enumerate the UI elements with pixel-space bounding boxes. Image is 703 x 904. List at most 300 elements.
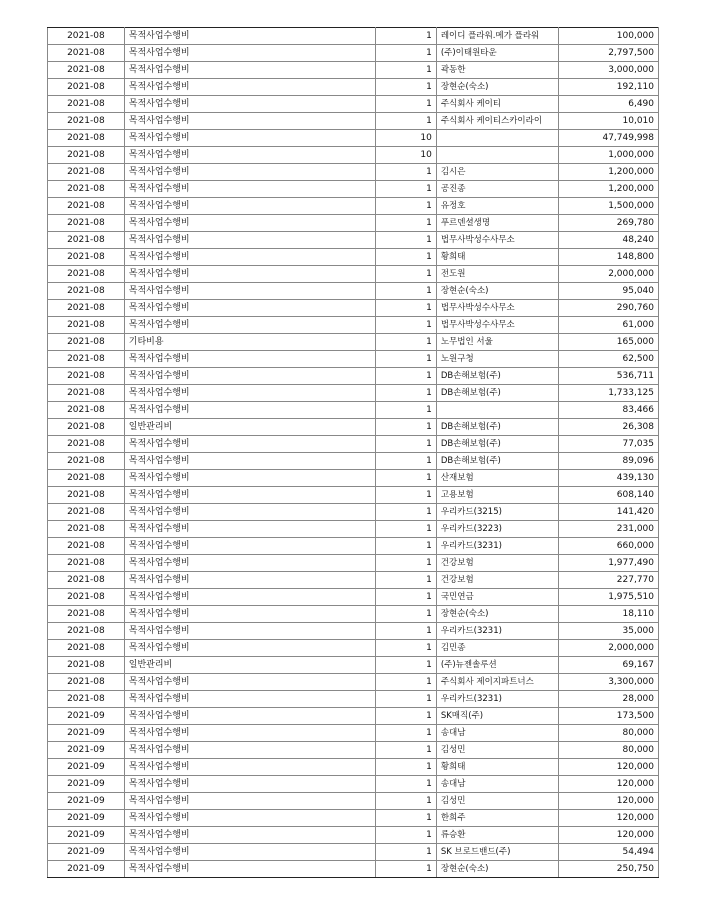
month-cell: 2021-08 [48,606,125,623]
payee-cell: 김성민 [436,742,558,759]
category-cell: 목적사업수행비 [124,164,375,181]
quantity-cell: 1 [376,79,437,96]
payee-cell: 김성민 [436,793,558,810]
quantity-cell: 1 [376,96,437,113]
quantity-cell: 1 [376,368,437,385]
category-cell: 목적사업수행비 [124,215,375,232]
quantity-cell: 1 [376,232,437,249]
table-row [48,691,659,708]
month-cell: 2021-08 [48,181,125,198]
month-cell: 2021-09 [48,708,125,725]
category-cell: 목적사업수행비 [124,606,375,623]
month-cell: 2021-08 [48,45,125,62]
category-cell: 목적사업수행비 [124,521,375,538]
payee-cell: 공진종 [436,181,558,198]
payee-cell: 류승환 [436,827,558,844]
quantity-cell: 1 [376,385,437,402]
category-cell: 목적사업수행비 [124,572,375,589]
amount-cell: 1,733,125 [559,385,659,402]
quantity-cell: 1 [376,759,437,776]
amount-cell: 89,096 [559,453,659,470]
table-row [48,555,659,572]
month-cell: 2021-08 [48,300,125,317]
table-row [48,606,659,623]
table-row [48,504,659,521]
payee-cell: 유정호 [436,198,558,215]
payee-cell: 푸르덴셜생명 [436,215,558,232]
payee-cell: 건강보험 [436,555,558,572]
quantity-cell: 1 [376,453,437,470]
month-cell: 2021-08 [48,368,125,385]
amount-cell: 2,797,500 [559,45,659,62]
month-cell: 2021-09 [48,861,125,878]
amount-cell: 83,466 [559,402,659,419]
amount-cell: 1,977,490 [559,555,659,572]
amount-cell: 3,300,000 [559,674,659,691]
expense-ledger-table [47,27,659,878]
category-cell: 일반관리비 [124,657,375,674]
table-row [48,538,659,555]
quantity-cell: 1 [376,776,437,793]
category-cell: 목적사업수행비 [124,759,375,776]
payee-cell [436,147,558,164]
table-row [48,861,659,878]
month-cell: 2021-08 [48,198,125,215]
table-row [48,640,659,657]
table-row [48,453,659,470]
amount-cell: 173,500 [559,708,659,725]
amount-cell: 35,000 [559,623,659,640]
amount-cell: 26,308 [559,419,659,436]
payee-cell: 한희주 [436,810,558,827]
table-row [48,368,659,385]
payee-cell: DB손해보험(주) [436,453,558,470]
month-cell: 2021-08 [48,147,125,164]
payee-cell: 법무사박성수사무소 [436,317,558,334]
category-cell: 목적사업수행비 [124,504,375,521]
quantity-cell: 1 [376,623,437,640]
amount-cell: 231,000 [559,521,659,538]
quantity-cell: 1 [376,334,437,351]
amount-cell: 269,780 [559,215,659,232]
table-row [48,232,659,249]
payee-cell [436,130,558,147]
category-cell: 목적사업수행비 [124,45,375,62]
quantity-cell: 1 [376,538,437,555]
table-row [48,657,659,674]
table-row [48,113,659,130]
table-row [48,572,659,589]
month-cell: 2021-08 [48,589,125,606]
table-row [48,317,659,334]
month-cell: 2021-09 [48,827,125,844]
table-row [48,334,659,351]
payee-cell: SK매직(주) [436,708,558,725]
quantity-cell: 1 [376,827,437,844]
amount-cell: 62,500 [559,351,659,368]
category-cell: 목적사업수행비 [124,351,375,368]
table-row [48,742,659,759]
payee-cell: 우리카드(3231) [436,691,558,708]
table-row [48,249,659,266]
category-cell: 목적사업수행비 [124,827,375,844]
category-cell: 목적사업수행비 [124,402,375,419]
month-cell: 2021-08 [48,657,125,674]
table-row [48,487,659,504]
category-cell: 목적사업수행비 [124,147,375,164]
category-cell: 목적사업수행비 [124,742,375,759]
table-row [48,28,659,45]
category-cell: 목적사업수행비 [124,555,375,572]
quantity-cell: 1 [376,62,437,79]
payee-cell: 주식회사 제이지파트너스 [436,674,558,691]
month-cell: 2021-08 [48,266,125,283]
payee-cell: SK 브로드밴드(주) [436,844,558,861]
payee-cell: 송대남 [436,725,558,742]
quantity-cell: 1 [376,589,437,606]
month-cell: 2021-08 [48,436,125,453]
quantity-cell: 1 [376,521,437,538]
month-cell: 2021-08 [48,164,125,181]
table-row [48,181,659,198]
payee-cell: 노무법인 서울 [436,334,558,351]
quantity-cell: 1 [376,470,437,487]
month-cell: 2021-08 [48,572,125,589]
table-row [48,198,659,215]
amount-cell: 120,000 [559,793,659,810]
quantity-cell: 1 [376,419,437,436]
table-row [48,810,659,827]
amount-cell: 250,750 [559,861,659,878]
payee-cell: DB손해보험(주) [436,385,558,402]
category-cell: 목적사업수행비 [124,317,375,334]
payee-cell: 노원구청 [436,351,558,368]
table-row [48,793,659,810]
quantity-cell: 1 [376,283,437,300]
amount-cell: 18,110 [559,606,659,623]
quantity-cell: 1 [376,640,437,657]
table-row [48,215,659,232]
payee-cell: DB손해보험(주) [436,436,558,453]
payee-cell: 주식회사 케이티 [436,96,558,113]
category-cell: 목적사업수행비 [124,725,375,742]
payee-cell: 우리카드(3231) [436,623,558,640]
quantity-cell: 1 [376,181,437,198]
quantity-cell: 1 [376,113,437,130]
amount-cell: 120,000 [559,827,659,844]
month-cell: 2021-08 [48,674,125,691]
table-row [48,708,659,725]
amount-cell: 95,040 [559,283,659,300]
payee-cell: 레이디 플라워.메가 플라워 [436,28,558,45]
amount-cell: 1,500,000 [559,198,659,215]
month-cell: 2021-09 [48,725,125,742]
amount-cell: 28,000 [559,691,659,708]
payee-cell: 김시은 [436,164,558,181]
quantity-cell: 1 [376,844,437,861]
month-cell: 2021-09 [48,742,125,759]
category-cell: 목적사업수행비 [124,453,375,470]
month-cell: 2021-08 [48,402,125,419]
category-cell: 목적사업수행비 [124,198,375,215]
quantity-cell: 10 [376,130,437,147]
table-row [48,674,659,691]
category-cell: 목적사업수행비 [124,232,375,249]
payee-cell: 국민연금 [436,589,558,606]
table-row [48,827,659,844]
quantity-cell: 1 [376,674,437,691]
category-cell: 목적사업수행비 [124,776,375,793]
amount-cell: 1,200,000 [559,164,659,181]
quantity-cell: 1 [376,742,437,759]
table-row [48,521,659,538]
month-cell: 2021-08 [48,691,125,708]
quantity-cell: 10 [376,147,437,164]
amount-cell: 80,000 [559,742,659,759]
month-cell: 2021-08 [48,351,125,368]
category-cell: 목적사업수행비 [124,368,375,385]
amount-cell: 192,110 [559,79,659,96]
table-row [48,436,659,453]
month-cell: 2021-08 [48,317,125,334]
category-cell: 목적사업수행비 [124,538,375,555]
table-row [48,470,659,487]
table-row [48,589,659,606]
payee-cell: 전도원 [436,266,558,283]
quantity-cell: 1 [376,45,437,62]
category-cell: 목적사업수행비 [124,283,375,300]
quantity-cell: 1 [376,266,437,283]
category-cell: 기타비용 [124,334,375,351]
table-row [48,96,659,113]
month-cell: 2021-08 [48,453,125,470]
month-cell: 2021-09 [48,793,125,810]
payee-cell: 장현순(숙소) [436,79,558,96]
table-row [48,79,659,96]
table-row [48,351,659,368]
table-row [48,45,659,62]
month-cell: 2021-08 [48,215,125,232]
month-cell: 2021-08 [48,232,125,249]
payee-cell: 우리카드(3223) [436,521,558,538]
month-cell: 2021-09 [48,810,125,827]
amount-cell: 120,000 [559,810,659,827]
payee-cell: 고용보험 [436,487,558,504]
amount-cell: 77,035 [559,436,659,453]
category-cell: 목적사업수행비 [124,62,375,79]
payee-cell: 황희태 [436,249,558,266]
category-cell: 목적사업수행비 [124,844,375,861]
month-cell: 2021-08 [48,623,125,640]
amount-cell: 141,420 [559,504,659,521]
payee-cell: 황희태 [436,759,558,776]
payee-cell: 곽동한 [436,62,558,79]
category-cell: 목적사업수행비 [124,113,375,130]
quantity-cell: 1 [376,555,437,572]
quantity-cell: 1 [376,164,437,181]
payee-cell: 장현순(숙소) [436,861,558,878]
payee-cell [436,402,558,419]
table-row [48,164,659,181]
category-cell: 목적사업수행비 [124,623,375,640]
month-cell: 2021-09 [48,844,125,861]
table-row [48,725,659,742]
month-cell: 2021-08 [48,113,125,130]
payee-cell: (주)뉴젠솔루션 [436,657,558,674]
payee-cell: DB손해보험(주) [436,419,558,436]
quantity-cell: 1 [376,504,437,521]
amount-cell: 48,240 [559,232,659,249]
category-cell: 목적사업수행비 [124,130,375,147]
month-cell: 2021-08 [48,283,125,300]
payee-cell: DB손해보험(주) [436,368,558,385]
category-cell: 목적사업수행비 [124,79,375,96]
amount-cell: 80,000 [559,725,659,742]
category-cell: 목적사업수행비 [124,28,375,45]
quantity-cell: 1 [376,572,437,589]
amount-cell: 47,749,998 [559,130,659,147]
month-cell: 2021-08 [48,538,125,555]
table-row [48,419,659,436]
amount-cell: 61,000 [559,317,659,334]
category-cell: 목적사업수행비 [124,640,375,657]
amount-cell: 1,975,510 [559,589,659,606]
payee-cell: (주)이태원타운 [436,45,558,62]
month-cell: 2021-08 [48,130,125,147]
quantity-cell: 1 [376,402,437,419]
month-cell: 2021-08 [48,96,125,113]
category-cell: 목적사업수행비 [124,96,375,113]
payee-cell: 우리카드(3215) [436,504,558,521]
quantity-cell: 1 [376,300,437,317]
month-cell: 2021-08 [48,249,125,266]
payee-cell: 장현순(숙소) [436,283,558,300]
ledger-body [48,28,659,878]
table-row [48,62,659,79]
amount-cell: 1,000,000 [559,147,659,164]
category-cell: 일반관리비 [124,419,375,436]
payee-cell: 건강보험 [436,572,558,589]
category-cell: 목적사업수행비 [124,487,375,504]
payee-cell: 장현순(숙소) [436,606,558,623]
category-cell: 목적사업수행비 [124,674,375,691]
table-row [48,266,659,283]
month-cell: 2021-09 [48,776,125,793]
quantity-cell: 1 [376,606,437,623]
table-row [48,130,659,147]
amount-cell: 1,200,000 [559,181,659,198]
month-cell: 2021-08 [48,79,125,96]
category-cell: 목적사업수행비 [124,708,375,725]
category-cell: 목적사업수행비 [124,385,375,402]
amount-cell: 165,000 [559,334,659,351]
month-cell: 2021-08 [48,640,125,657]
category-cell: 목적사업수행비 [124,793,375,810]
amount-cell: 3,000,000 [559,62,659,79]
category-cell: 목적사업수행비 [124,691,375,708]
month-cell: 2021-09 [48,759,125,776]
quantity-cell: 1 [376,793,437,810]
payee-cell: 산재보험 [436,470,558,487]
month-cell: 2021-08 [48,555,125,572]
month-cell: 2021-08 [48,521,125,538]
quantity-cell: 1 [376,691,437,708]
amount-cell: 2,000,000 [559,640,659,657]
month-cell: 2021-08 [48,487,125,504]
payee-cell: 주식회사 케이티스카이라이 [436,113,558,130]
quantity-cell: 1 [376,810,437,827]
category-cell: 목적사업수행비 [124,589,375,606]
category-cell: 목적사업수행비 [124,861,375,878]
amount-cell: 54,494 [559,844,659,861]
quantity-cell: 1 [376,215,437,232]
table-row [48,776,659,793]
month-cell: 2021-08 [48,419,125,436]
amount-cell: 69,167 [559,657,659,674]
amount-cell: 120,000 [559,759,659,776]
quantity-cell: 1 [376,708,437,725]
quantity-cell: 1 [376,351,437,368]
quantity-cell: 1 [376,317,437,334]
table-row [48,759,659,776]
quantity-cell: 1 [376,861,437,878]
category-cell: 목적사업수행비 [124,249,375,266]
amount-cell: 2,000,000 [559,266,659,283]
amount-cell: 608,140 [559,487,659,504]
category-cell: 목적사업수행비 [124,470,375,487]
table-row [48,147,659,164]
category-cell: 목적사업수행비 [124,810,375,827]
table-row [48,300,659,317]
table-row [48,623,659,640]
month-cell: 2021-08 [48,470,125,487]
category-cell: 목적사업수행비 [124,436,375,453]
amount-cell: 6,490 [559,96,659,113]
category-cell: 목적사업수행비 [124,266,375,283]
month-cell: 2021-08 [48,334,125,351]
payee-cell: 법무사박성수사무소 [436,300,558,317]
amount-cell: 10,010 [559,113,659,130]
payee-cell: 송대남 [436,776,558,793]
quantity-cell: 1 [376,725,437,742]
quantity-cell: 1 [376,657,437,674]
table-row [48,283,659,300]
payee-cell: 우리카드(3231) [436,538,558,555]
amount-cell: 439,130 [559,470,659,487]
amount-cell: 536,711 [559,368,659,385]
quantity-cell: 1 [376,487,437,504]
payee-cell: 김민종 [436,640,558,657]
quantity-cell: 1 [376,249,437,266]
amount-cell: 148,800 [559,249,659,266]
table-row [48,844,659,861]
amount-cell: 227,770 [559,572,659,589]
month-cell: 2021-08 [48,62,125,79]
payee-cell: 법무사박성수사무소 [436,232,558,249]
quantity-cell: 1 [376,28,437,45]
quantity-cell: 1 [376,198,437,215]
category-cell: 목적사업수행비 [124,300,375,317]
quantity-cell: 1 [376,436,437,453]
month-cell: 2021-08 [48,385,125,402]
amount-cell: 290,760 [559,300,659,317]
amount-cell: 100,000 [559,28,659,45]
month-cell: 2021-08 [48,504,125,521]
table-row [48,385,659,402]
table-row [48,402,659,419]
month-cell: 2021-08 [48,28,125,45]
category-cell: 목적사업수행비 [124,181,375,198]
